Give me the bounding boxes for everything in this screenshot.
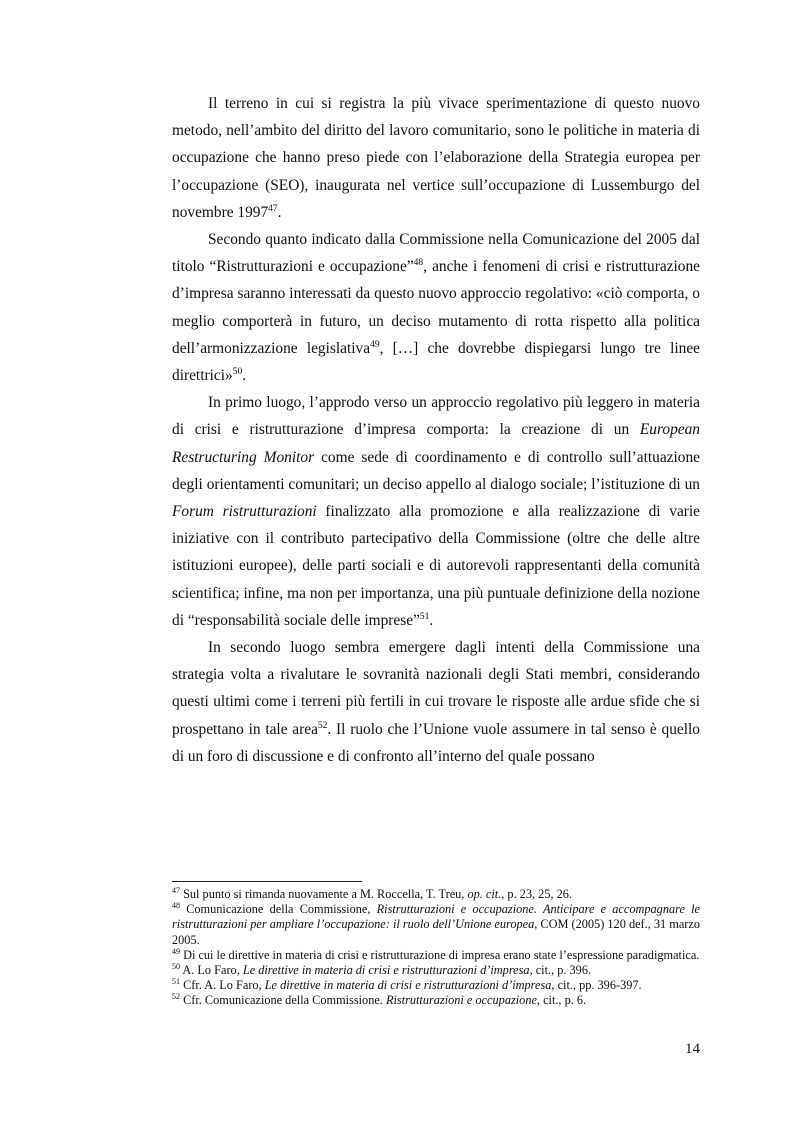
paragraph [172, 226, 700, 389]
footnote-ref: 49 [172, 946, 180, 956]
text-run: Cfr. A. Lo Faro, [180, 978, 265, 993]
footnote-ref: 51 [419, 611, 430, 622]
text-run: . Il ruolo che l’Unione vuole assumere in tal senso è quello di un foro di discussione e di confronto all’interno del quale possano [172, 720, 700, 765]
footnote-separator [172, 881, 362, 882]
footnote-ref: 48 [172, 901, 180, 911]
footnote-ref: 49 [370, 339, 380, 350]
text-run: , […] che dovrebbe dispiegarsi lungo tre linee direttrici» [172, 339, 700, 385]
text-run: Secondo quanto indicato dalla Commissione nella Comunicazione del 2005 dal titolo “Ristrutturazioni e occupazione” [172, 231, 700, 276]
text-run: In primo luogo, l’approdo verso un approccio regolativo più leggero in materia di crisi e ristrutturazione d’impresa comporta: la creazione di un [172, 394, 700, 439]
paragraph [172, 90, 700, 226]
paragraph [172, 389, 700, 634]
page-number: 14 [685, 1041, 700, 1057]
footnote-ref: 52 [317, 720, 328, 731]
footnotes [172, 887, 700, 1009]
text-run: , COM (2005) 120 def., 31 marzo 2005. [172, 917, 700, 947]
text-run: Sul punto si rimanda nuovamente a M. Roccella, T. Treu, [180, 887, 468, 901]
footnote [172, 978, 700, 993]
text-run: Cfr. Comunicazione della Commissione. [180, 993, 386, 1008]
italic-text: European Restructuring Monitor [172, 421, 700, 466]
text-run: come sede di coordinamento e di controllo sull’attuazione degli orientamenti comunitari; un deciso appello al dialogo sociale; l’istituzione di un [172, 448, 700, 493]
footnote-ref: 48 [413, 258, 424, 269]
text-run: Di cui le direttive in materia di crisi e ristrutturazione di impresa erano state l’espressione paradigmatica. [180, 947, 700, 962]
text-run: . [277, 203, 282, 221]
footnote-ref: 52 [172, 992, 180, 1002]
footnote-ref: 51 [172, 977, 180, 987]
footnote [172, 948, 700, 963]
text-run: A. Lo Faro, [180, 963, 243, 978]
footnote [172, 887, 700, 902]
footnote-ref: 50 [172, 961, 180, 971]
italic-text: Le direttive in materia di crisi e ristrutturazioni d’impresa [242, 963, 530, 978]
body-text [172, 90, 700, 770]
italic-text: Ristrutturazioni e occupazione. Anticipare e accompagnare le ristrutturazioni per ampliare l’occupazione: il ruolo dell’Unione europea [172, 902, 700, 932]
italic-text: Forum ristrutturazioni [172, 503, 317, 521]
text-run: , p. 23, 25, 26. [501, 887, 572, 901]
text-run: finalizzato alla promozione e alla realizzazione di varie iniziative con il contributo partecipativo della Commissione (oltre che delle altre istituzioni europee), delle parti sociali e di autorevoli rappresentanti della comunità scientifica; infine, ma non per importanza, una più puntuale definizione della nozione di “responsabilità sociale delle imprese” [172, 503, 701, 629]
text-run: In secondo luogo sembra emergere dagli intenti della Commissione una strategia volta a rivalutare le sovranità nazionali degli Stati membri, considerando questi ultimi come i terreni più fertili in cui trovare le risposte alle ardue sfide che si prospettano in tale area [172, 639, 700, 738]
text-run: . [429, 611, 434, 629]
text-run: , cit., p. 396. [529, 963, 592, 978]
text-run: , cit., p. 6. [536, 993, 587, 1008]
footnote [172, 993, 700, 1008]
italic-text: op. cit. [467, 887, 502, 901]
footnote [172, 902, 700, 948]
footnote [172, 963, 700, 978]
footnote-ref: 47 [172, 885, 180, 895]
text-run: . [242, 367, 247, 385]
paragraph [172, 634, 700, 770]
footnote-ref: 47 [268, 203, 278, 214]
text-run: , anche i fenomeni di crisi e ristrutturazione d’impresa saranno interessati da questo nuovo approccio regolativo: «ciò comporta, o meglio comporterà in futuro, un deciso mutamento di rotta rispetto alla politica dell’armonizzazione legislativa [172, 258, 700, 357]
italic-text: Ristrutturazioni e occupazione [385, 993, 537, 1008]
footnote-ref: 50 [232, 366, 243, 377]
italic-text: Le direttive in materia di crisi e ristrutturazioni d’impresa [264, 978, 552, 993]
text-run: Il terreno in cui si registra la più vivace sperimentazione di questo nuovo metodo, nell’ambito del diritto del lavoro comunitario, sono le politiche in materia di occupazione che hanno preso piede con l’elaborazione della Strategia europea per l’occupazione (SEO), inaugurata nel vertice sull’occupazione di Lussemburgo del novembre 1997 [172, 95, 700, 221]
text-run: Comunicazione della Commissione, [180, 902, 377, 917]
text-run: , cit., pp. 396-397. [551, 978, 642, 993]
